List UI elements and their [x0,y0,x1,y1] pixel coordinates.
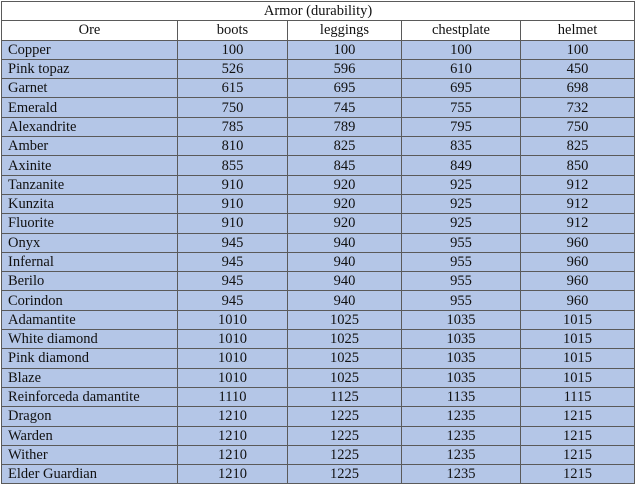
cell-boots: 945 [178,272,288,291]
cell-chestplate: 100 [402,40,521,59]
table-title: Armor (durability) [2,2,635,21]
table-row [2,426,635,445]
cell-chestplate: 1235 [402,407,521,426]
cell-chestplate: 925 [402,194,521,213]
column-header-leggings: leggings [288,21,402,40]
cell-ore: Emerald [2,98,178,117]
cell-chestplate: 955 [402,291,521,310]
cell-chestplate: 795 [402,117,521,136]
table-row [2,349,635,368]
cell-helmet: 1015 [521,310,635,329]
cell-helmet: 960 [521,233,635,252]
table-row [2,291,635,310]
cell-ore: Blaze [2,368,178,387]
cell-helmet: 732 [521,98,635,117]
cell-ore: Corindon [2,291,178,310]
cell-boots: 855 [178,156,288,175]
cell-ore: White diamond [2,330,178,349]
table-row [2,214,635,233]
table-title-row [2,2,635,21]
cell-boots: 100 [178,40,288,59]
cell-leggings: 845 [288,156,402,175]
column-header-boots: boots [178,21,288,40]
cell-helmet: 1015 [521,368,635,387]
cell-boots: 1210 [178,426,288,445]
column-header-row [2,21,635,40]
cell-helmet: 912 [521,214,635,233]
cell-chestplate: 1235 [402,426,521,445]
cell-leggings: 1225 [288,426,402,445]
cell-chestplate: 835 [402,137,521,156]
cell-boots: 785 [178,117,288,136]
cell-boots: 945 [178,233,288,252]
cell-boots: 1010 [178,310,288,329]
cell-ore: Onyx [2,233,178,252]
table-body [2,40,635,484]
cell-ore: Tanzanite [2,175,178,194]
cell-helmet: 960 [521,291,635,310]
cell-ore: Pink diamond [2,349,178,368]
cell-chestplate: 1035 [402,310,521,329]
cell-ore: Berilo [2,272,178,291]
table-row [2,272,635,291]
cell-leggings: 920 [288,214,402,233]
cell-chestplate: 925 [402,214,521,233]
cell-boots: 750 [178,98,288,117]
cell-leggings: 940 [288,252,402,271]
cell-boots: 1110 [178,387,288,406]
column-header-chestplate: chestplate [402,21,521,40]
cell-helmet: 1215 [521,445,635,464]
cell-helmet: 850 [521,156,635,175]
cell-chestplate: 955 [402,272,521,291]
cell-chestplate: 610 [402,59,521,78]
cell-boots: 615 [178,79,288,98]
cell-chestplate: 849 [402,156,521,175]
table-row [2,407,635,426]
cell-ore: Fluorite [2,214,178,233]
cell-helmet: 960 [521,272,635,291]
cell-leggings: 920 [288,175,402,194]
table-row [2,137,635,156]
cell-helmet: 1015 [521,330,635,349]
cell-chestplate: 1135 [402,387,521,406]
cell-leggings: 745 [288,98,402,117]
cell-ore: Garnet [2,79,178,98]
cell-ore: Warden [2,426,178,445]
cell-ore: Alexandrite [2,117,178,136]
cell-leggings: 1025 [288,330,402,349]
table-row [2,194,635,213]
cell-boots: 1210 [178,407,288,426]
cell-helmet: 750 [521,117,635,136]
table-row [2,445,635,464]
table-row [2,330,635,349]
cell-leggings: 1025 [288,349,402,368]
cell-ore: Pink topaz [2,59,178,78]
cell-leggings: 940 [288,291,402,310]
cell-helmet: 912 [521,175,635,194]
table-row [2,59,635,78]
cell-leggings: 100 [288,40,402,59]
cell-leggings: 940 [288,233,402,252]
table-row [2,233,635,252]
cell-boots: 1010 [178,368,288,387]
cell-ore: Infernal [2,252,178,271]
cell-chestplate: 1035 [402,330,521,349]
cell-helmet: 960 [521,252,635,271]
table-row [2,98,635,117]
cell-helmet: 1215 [521,426,635,445]
cell-boots: 945 [178,291,288,310]
cell-leggings: 1025 [288,310,402,329]
table-row [2,387,635,406]
table-row [2,156,635,175]
cell-ore: Wither [2,445,178,464]
cell-boots: 1210 [178,445,288,464]
table-row [2,252,635,271]
column-header-helmet: helmet [521,21,635,40]
table-row [2,40,635,59]
cell-chestplate: 955 [402,252,521,271]
cell-helmet: 825 [521,137,635,156]
cell-helmet: 1015 [521,349,635,368]
cell-leggings: 789 [288,117,402,136]
cell-leggings: 1225 [288,465,402,484]
cell-boots: 526 [178,59,288,78]
cell-chestplate: 1235 [402,445,521,464]
cell-ore: Amber [2,137,178,156]
table-row [2,175,635,194]
cell-helmet: 1115 [521,387,635,406]
cell-boots: 1010 [178,330,288,349]
cell-helmet: 1215 [521,465,635,484]
cell-chestplate: 695 [402,79,521,98]
cell-boots: 810 [178,137,288,156]
cell-ore: Adamantite [2,310,178,329]
cell-leggings: 1225 [288,407,402,426]
cell-helmet: 450 [521,59,635,78]
cell-boots: 910 [178,175,288,194]
cell-chestplate: 1035 [402,368,521,387]
cell-boots: 910 [178,214,288,233]
cell-ore: Dragon [2,407,178,426]
cell-leggings: 1125 [288,387,402,406]
cell-ore: Copper [2,40,178,59]
cell-helmet: 100 [521,40,635,59]
cell-leggings: 695 [288,79,402,98]
cell-ore: Elder Guardian [2,465,178,484]
cell-leggings: 825 [288,137,402,156]
cell-leggings: 920 [288,194,402,213]
cell-boots: 1210 [178,465,288,484]
armor-durability-table [1,1,635,484]
cell-chestplate: 1235 [402,465,521,484]
armor-durability-table-container [1,1,634,484]
cell-chestplate: 955 [402,233,521,252]
cell-leggings: 1025 [288,368,402,387]
table-row [2,310,635,329]
table-row [2,79,635,98]
cell-chestplate: 1035 [402,349,521,368]
cell-helmet: 912 [521,194,635,213]
cell-boots: 1010 [178,349,288,368]
cell-boots: 945 [178,252,288,271]
cell-ore: Axinite [2,156,178,175]
cell-leggings: 1225 [288,445,402,464]
cell-helmet: 1215 [521,407,635,426]
table-row [2,465,635,484]
cell-helmet: 698 [521,79,635,98]
column-header-ore: Ore [2,21,178,40]
table-row [2,368,635,387]
cell-boots: 910 [178,194,288,213]
table-row [2,117,635,136]
cell-leggings: 940 [288,272,402,291]
cell-ore: Kunzita [2,194,178,213]
cell-ore: Reinforceda damantite [2,387,178,406]
cell-chestplate: 755 [402,98,521,117]
cell-chestplate: 925 [402,175,521,194]
cell-leggings: 596 [288,59,402,78]
